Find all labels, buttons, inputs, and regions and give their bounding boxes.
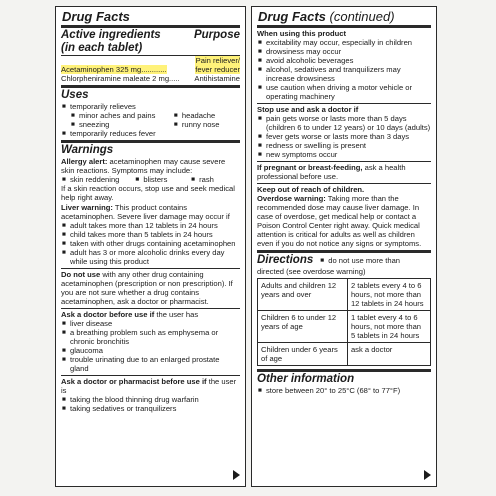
do-not-use-text: with any other drug containing acetaminophen (prescription or non prescription). If you are not sure whether a drug contains acetaminophen, ask a doctor or pharmacist. — [61, 270, 233, 306]
purpose-line-a: Pain reliever/ — [195, 56, 240, 65]
stop-use-heading: Stop use and ask a doctor if — [257, 105, 359, 114]
ask-doctor-text: the user has — [154, 310, 199, 319]
continued-arrow-icon — [424, 470, 431, 480]
table-row — [258, 279, 431, 311]
directions-heading: Directions — [257, 254, 314, 266]
when-using-item: ■ use caution when driving a motor vehicle or operating machinery — [257, 83, 431, 101]
ask-pharmacist — [61, 376, 240, 395]
allergy-after: If a skin reaction occurs, stop use and seek medical help right away. — [61, 184, 235, 202]
overdose-text: Taking more than the recommended dose may cause liver damage. In case of overdose, get medical help or contact a Poison Control Center right away. Quick medical attention is critical for adults as well as children even if you do not notice any signs or symptoms. — [257, 194, 422, 248]
allergy-alert — [61, 157, 240, 175]
symptom-item: ■ rash — [190, 175, 240, 184]
table-row — [258, 311, 431, 343]
liver-warning-lead: Liver warning: — [61, 203, 113, 212]
drug-facts-continued-title — [257, 10, 431, 25]
stop-use-item: ■ new symptoms occur — [257, 150, 431, 159]
directions-dose: ask a doctor — [347, 343, 430, 366]
ask-pharmacist-item: ■ taking sedatives or tranquilizers — [61, 404, 240, 413]
active-ingredients-section — [61, 28, 240, 85]
symptom-item: ■ blisters — [134, 175, 190, 184]
pregnancy-lead: If pregnant or breast-feeding, — [257, 163, 363, 172]
use-item: ■ headache — [173, 111, 240, 120]
when-using-item: ■ avoid alcoholic beverages — [257, 56, 431, 65]
ask-doctor-item: ■ liver disease — [61, 319, 240, 328]
other-information-item: ■ store between 20° to 25°C (68° to 77°F) — [257, 386, 431, 395]
symptom-item: ■ skin reddening — [61, 175, 134, 184]
active-ingredients-subheading: (in each tablet) — [61, 42, 240, 56]
ask-doctor-item: ■ trouble urinating due to an enlarged prostate gland — [61, 355, 240, 375]
allergy-alert-lead: Allergy alert: — [61, 157, 108, 166]
uses-intro: ■ temporarily relieves — [61, 102, 240, 111]
chlorpheniramine-ingredient: Chlorpheniramine maleate 2 mg..... — [61, 74, 180, 83]
stop-use-section — [257, 104, 431, 161]
purpose-line-b: fever reducer — [195, 65, 240, 74]
ask-doctor-item: ■ a breathing problem such as emphysema or chronic bronchitis — [61, 328, 240, 346]
continued-arrow-icon — [233, 470, 240, 480]
other-information-heading: Other information — [257, 373, 355, 385]
chlorpheniramine-line — [61, 74, 240, 85]
acetaminophen-line — [61, 56, 240, 74]
directions-age: Children under 6 years of age — [258, 343, 348, 366]
directions-intro-cont: directed (see overdose warning) — [257, 267, 366, 276]
liver-item: ■ child takes more than 5 tablets in 24 hours — [61, 230, 240, 239]
drug-facts-title: Drug Facts — [258, 9, 326, 24]
drug-facts-panel-right — [251, 6, 437, 487]
allergy-alert-text: acetaminophen may cause severe skin reactions. Symptoms may include: — [61, 157, 226, 175]
liver-warning — [61, 203, 240, 221]
liver-item: ■ adult takes more than 12 tablets in 24 hours — [61, 221, 240, 230]
pregnancy-text: ask a health professional before use. — [257, 163, 406, 181]
directions-table — [257, 278, 431, 366]
drug-facts-panel-left — [55, 6, 246, 487]
when-using-item: ■ drowsiness may occur — [257, 47, 431, 56]
directions-header — [257, 254, 431, 267]
stop-use-item: ■ pain gets worse or lasts more than 5 days (children 6 to under 12 years) or 10 days (adults) — [257, 114, 431, 132]
when-using-item: ■ alcohol, sedatives and tranquilizers may increase drowsiness — [257, 65, 431, 83]
stop-use-item: ■ redness or swelling is present — [257, 141, 431, 150]
stop-use-item: ■ fever gets worse or lasts more than 3 days — [257, 132, 431, 141]
directions-age: Children 6 to under 12 years of age — [258, 311, 348, 343]
directions-dose: 1 tablet every 4 to 6 hours, not more than 5 tablets in 24 hours — [347, 311, 430, 343]
directions-dose: 2 tablets every 4 to 6 hours, not more than 12 tablets in 24 hours — [347, 279, 430, 311]
other-information-section — [257, 372, 431, 395]
liver-item: ■ taken with other drugs containing acetaminophen — [61, 239, 240, 248]
overdose-warning — [257, 194, 431, 250]
warnings-section — [61, 143, 240, 413]
use-item: ■ temporarily reduces fever — [61, 129, 240, 138]
acetaminophen-ingredient: Acetaminophen 325 mg............ — [61, 65, 167, 74]
do-not-use-lead: Do not use — [61, 270, 101, 279]
uses-list — [61, 111, 240, 129]
directions-intro: ■ do not use more than — [319, 256, 400, 265]
ask-pharmacist-item: ■ taking the blood thinning drug warfarin — [61, 395, 240, 404]
use-item: ■ minor aches and pains — [61, 111, 173, 120]
do-not-use — [61, 269, 240, 308]
liver-item: ■ adult has 3 or more alcoholic drinks every day while using this product — [61, 248, 240, 268]
ask-pharmacist-text: the user is — [61, 377, 237, 395]
continued-label: (continued) — [325, 9, 395, 24]
when-using-heading: When using this product — [257, 29, 347, 38]
when-using-section — [257, 28, 431, 103]
warnings-heading: Warnings — [61, 144, 114, 156]
ask-doctor — [61, 309, 240, 319]
ask-doctor-item: ■ glaucoma — [61, 346, 240, 355]
directions-age: Adults and children 12 years and over — [258, 279, 348, 311]
ask-doctor-lead: Ask a doctor before use if — [61, 310, 155, 319]
keep-out-of-reach: Keep out of reach of children. — [257, 185, 365, 194]
symptom-list — [61, 175, 240, 184]
table-row — [258, 343, 431, 366]
when-using-item: ■ excitability may occur, especially in children — [257, 38, 431, 47]
pregnancy-warning — [257, 162, 431, 183]
drug-facts-title: Drug Facts — [62, 9, 130, 24]
liver-warning-text: This product contains acetaminophen. Severe liver damage may occur if — [61, 203, 230, 221]
overdose-lead: Overdose warning: — [257, 194, 326, 203]
purpose-heading: Purpose — [193, 29, 240, 41]
use-item: ■ sneezing — [61, 120, 173, 129]
acetaminophen-purpose — [195, 56, 240, 74]
chlorpheniramine-purpose: Antihistamine — [194, 74, 240, 83]
uses-heading: Uses — [61, 89, 89, 101]
active-ingredients-heading: Active ingredients — [61, 29, 161, 41]
directions-section — [257, 253, 431, 369]
use-item: ■ runny nose — [173, 120, 240, 129]
uses-section — [61, 88, 240, 140]
ask-pharmacist-lead: Ask a doctor or pharmacist before use if — [61, 377, 207, 386]
